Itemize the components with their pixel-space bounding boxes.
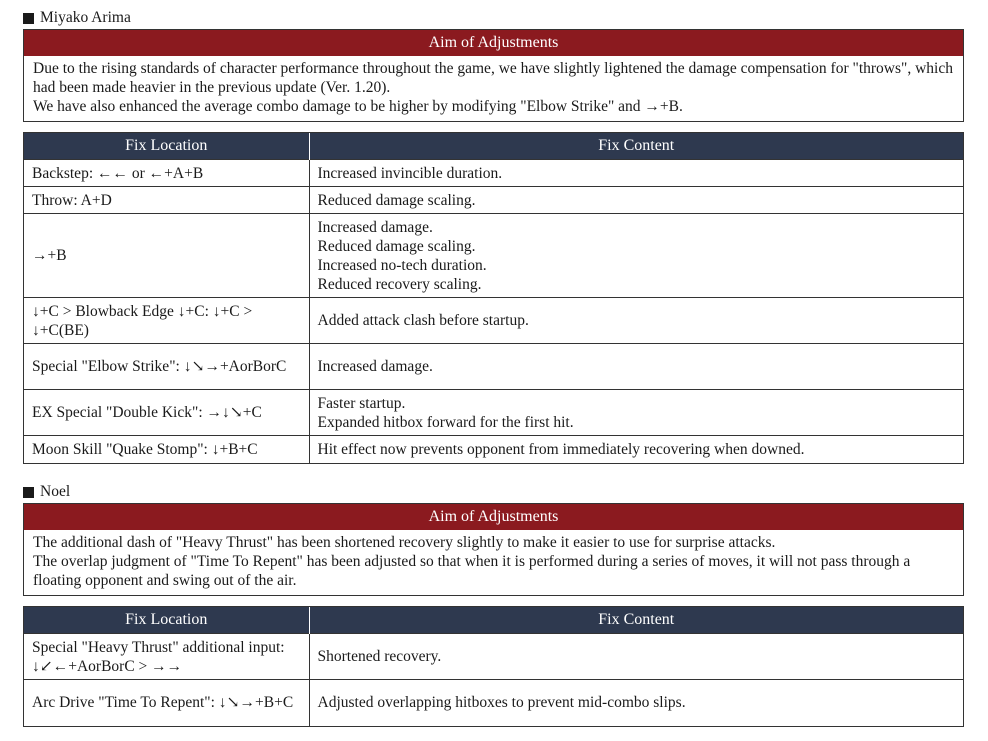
- fix-content-header: Fix Content: [309, 133, 963, 160]
- fix-content-cell: [309, 298, 963, 344]
- aim-body: [24, 530, 963, 595]
- section-title-text: Miyako Arima: [40, 9, 131, 26]
- table-row: [24, 187, 963, 214]
- fix-content-line: Increased damage.: [317, 218, 433, 236]
- section-title-text: Noel: [40, 483, 71, 500]
- table-row: [24, 436, 963, 463]
- table-row: [24, 298, 963, 344]
- fix-content-line: Reduced damage scaling.: [317, 191, 476, 209]
- fix-location-cell: EX Special "Double Kick": →↓↘+C: [24, 390, 309, 436]
- table-header-row: [24, 133, 963, 160]
- table-row: [24, 634, 963, 680]
- fix-location-cell: Special "Elbow Strike": ↓↘→+AorBorC: [24, 344, 309, 390]
- square-bullet-icon: [23, 13, 34, 24]
- fix-content-header: Fix Content: [309, 607, 963, 634]
- fix-content-cell: [309, 390, 963, 436]
- aim-box-noel: [23, 503, 964, 596]
- fix-location-cell: Special "Heavy Thrust" additional input: ↓↙←+AorBorC > →→: [24, 634, 309, 680]
- fix-location-cell: Throw: A+D: [24, 187, 309, 214]
- aim-header: Aim of Adjustments: [24, 30, 963, 56]
- section-title-noel: [23, 483, 70, 501]
- section-title-miyako: [23, 9, 131, 27]
- table-row: [24, 390, 963, 436]
- aim-body: [24, 56, 963, 121]
- fix-content-line: Increased damage.: [317, 358, 433, 375]
- square-bullet-icon: [23, 487, 34, 498]
- fix-content-cell: [309, 214, 963, 298]
- fix-content-cell: [309, 634, 963, 680]
- fix-table-noel: [23, 606, 964, 727]
- fix-content-line: Increased no-tech duration.: [317, 256, 487, 274]
- fix-content-line: Increased invincible duration.: [317, 164, 503, 182]
- fix-content-line: Hit effect now prevents opponent from immediately recovering when downed.: [317, 440, 805, 458]
- fix-content-line: Shortened recovery.: [317, 648, 442, 665]
- aim-paragraph: Due to the rising standards of character performance throughout the game, we have slightly lightened the damage compensation for "throws", which had been made heavier in the previous update (Ver. 1.20).: [33, 60, 953, 96]
- table-header-row: [24, 607, 963, 634]
- fix-content-line: Added attack clash before startup.: [317, 312, 529, 329]
- table-row: [24, 214, 963, 298]
- aim-box-miyako: [23, 29, 964, 122]
- fix-content-cell: [309, 344, 963, 390]
- fix-table-miyako: [23, 132, 964, 464]
- fix-content-line: Expanded hitbox forward for the first hit.: [317, 413, 574, 431]
- fix-content-cell: [309, 160, 963, 187]
- fix-location-cell: Backstep: ←← or ←+A+B: [24, 160, 309, 187]
- fix-content-line: Reduced recovery scaling.: [317, 275, 482, 293]
- table-row: [24, 160, 963, 187]
- fix-location-cell: Arc Drive "Time To Repent": ↓↘→+B+C: [24, 680, 309, 726]
- fix-location-cell: Moon Skill "Quake Stomp": ↓+B+C: [24, 436, 309, 463]
- fix-location-cell: ↓+C > Blowback Edge ↓+C: ↓+C > ↓+C(BE): [24, 298, 309, 344]
- aim-paragraph: The overlap judgment of "Time To Repent" has been adjusted so that when it is performed during a series of moves, it will not pass through a floating opponent and swing out of the air.: [33, 553, 911, 589]
- fix-content-line: Reduced damage scaling.: [317, 237, 476, 255]
- fix-location-header: Fix Location: [24, 133, 309, 160]
- fix-content-line: Faster startup.: [317, 394, 406, 412]
- fix-location-cell: →+B: [24, 214, 309, 298]
- fix-location-header: Fix Location: [24, 607, 309, 634]
- aim-paragraph: We have also enhanced the average combo damage to be higher by modifying "Elbow Strike" and →+B.: [33, 98, 683, 115]
- fix-content-line: Adjusted overlapping hitboxes to prevent mid-combo slips.: [317, 694, 686, 712]
- aim-header: Aim of Adjustments: [24, 504, 963, 530]
- aim-paragraph: The additional dash of "Heavy Thrust" has been shortened recovery slightly to make it easier to use for surprise attacks.: [33, 534, 776, 551]
- fix-content-cell: [309, 436, 963, 463]
- fix-content-cell: [309, 680, 963, 726]
- table-row: [24, 344, 963, 390]
- fix-content-cell: [309, 187, 963, 214]
- table-row: [24, 680, 963, 726]
